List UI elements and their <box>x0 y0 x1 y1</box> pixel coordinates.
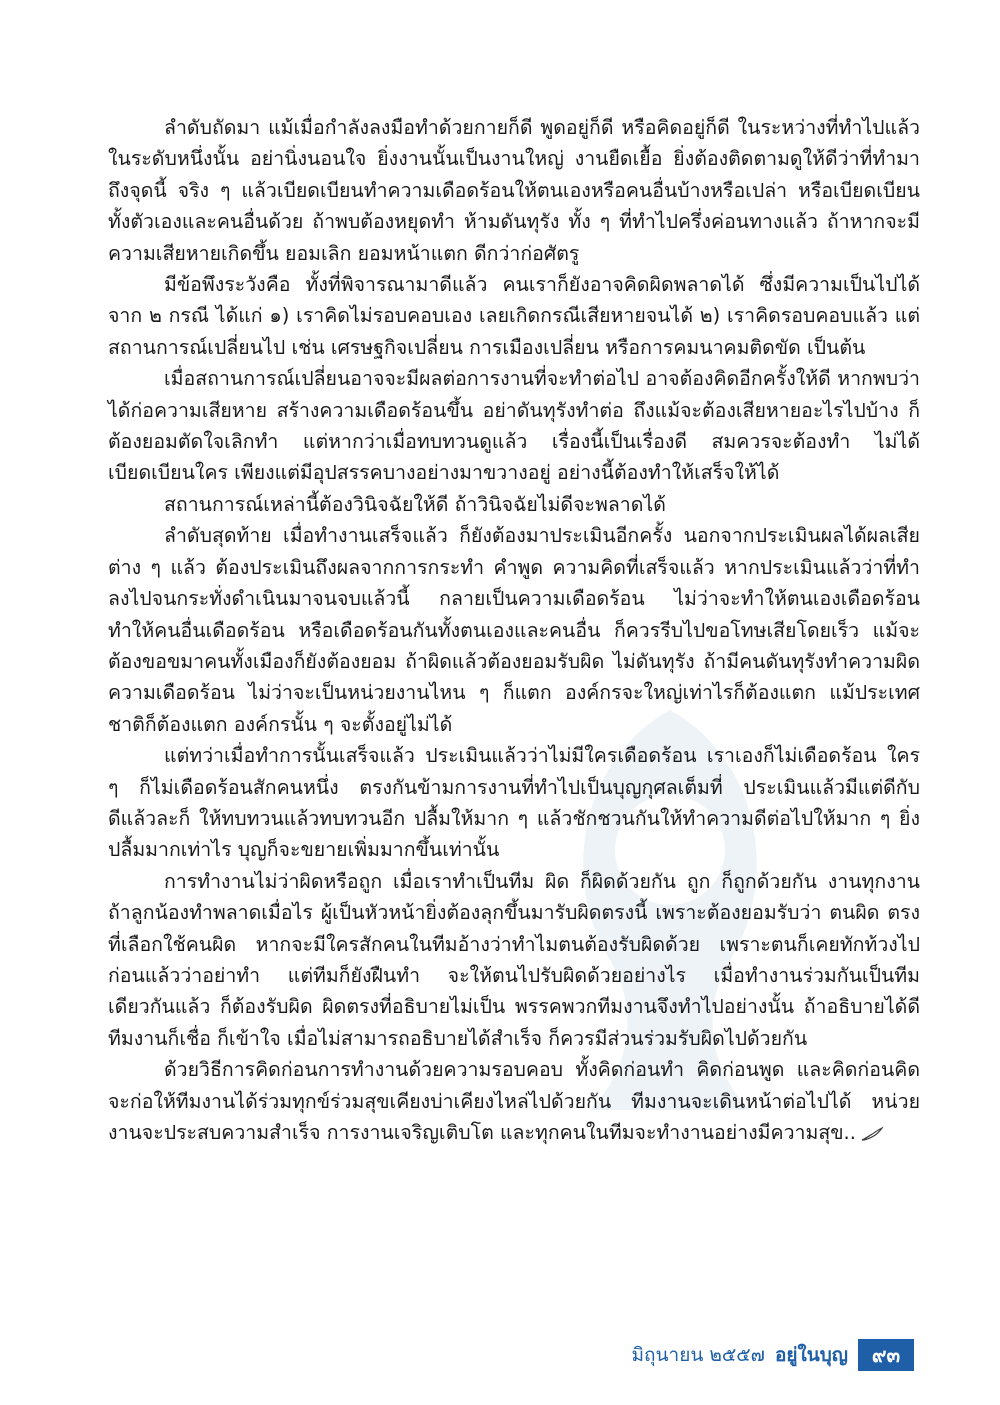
article-body <box>108 112 920 1148</box>
footer-magazine-name: อยู่ในบุญ <box>774 1344 848 1366</box>
paragraph-3: เมื่อสถานการณ์เปลี่ยนอาจจะมีผลต่อการงานที่จะทำต่อไป อาจต้องคิดอีกครั้งให้ดี หากพบว่าได้ก่อความเสียหาย สร้างความเดือดร้อนขึ้น อย่าดันทุรังทำต่อ ถึงแม้จะต้องเสียหายอะไรไปบ้าง ก็ต้องยอมตัดใจเลิกทำ แต่หากว่าเมื่อทบทวนดูแล้ว เรื่องนี้เป็นเรื่องดี สมควรจะต้องทำ ไม่ได้เบียดเบียนใคร เพียงแต่มีอุปสรรคบางอย่างมาขวางอยู่ อย่างนี้ต้องทำให้เสร็จให้ได้ <box>108 367 920 485</box>
paragraph-1: ลำดับถัดมา แม้เมื่อกำลังลงมือทำด้วยกายก็ดี พูดอยู่ก็ดี หรือคิดอยู่ก็ดี ในระหว่างที่ทำไปแล้วในระดับหนึ่งนั้น อย่านิ่งนอนใจ ยิ่งงานนั้นเป็นงานใหญ่ งานยืดเยื้อ ยิ่งต้องติดตามดูให้ดีว่าที่ทำมาถึงจุดนี้ จริง ๆ แล้วเบียดเบียนทำความเดือดร้อนให้ตนเองหรือคนอื่นบ้างหรือเปล่า หรือเบียดเบียนทั้งตัวเองและคนอื่นด้วย ถ้าพบต้องหยุดทำ ห้ามดันทุรัง ทั้ง ๆ ที่ทำไปครึ่งค่อนทางแล้ว ถ้าหากจะมีความเสียหายเกิดขึ้น ยอมเลิก ยอมหน้าแตก ดีกว่าก่อศัตรู <box>108 116 920 265</box>
feather-quill-icon <box>860 1126 884 1142</box>
page-footer <box>632 1338 914 1372</box>
paragraph-4: สถานการณ์เหล่านี้ต้องวินิจฉัยให้ดี ถ้าวินิจฉัยไม่ดีจะพลาดได้ <box>164 492 666 516</box>
paragraph-2: มีข้อพึงระวังคือ ทั้งที่พิจารณามาดีแล้ว คนเราก็ยังอาจคิดผิดพลาดได้ ซึ่งมีความเป็นไปได้จาก ๒ กรณี ได้แก่ ๑) เราคิดไม่รอบคอบเอง เลยเกิดกรณีเสียหายจนได้ ๒) เราคิดรอบคอบแล้ว แต่สถานการณ์เปลี่ยนไป เช่น เศรษฐกิจเปลี่ยน การเมืองเปลี่ยน หรือการคมนาคมติดขัด เป็นต้น <box>108 273 920 359</box>
paragraph-8-text: ด้วยวิธีการคิดก่อนการทำงานด้วยความรอบคอบ ทั้งคิดก่อนทำ คิดก่อนพูด และคิดก่อนคิด จะก่อให้ทีมงานได้ร่วมทุกข์ร่วมสุขเคียงบ่าเคียงไหล่ไปด้วยกัน ทีมงานจะเดินหน้าต่อไปได้ หน่วยงานจะประสบความสำเร็จ การงานเจริญเติบโต และทุกคนในทีมจะทำงานอย่างมีความสุข.. <box>108 1058 920 1144</box>
page-number: ๙๓ <box>858 1339 914 1371</box>
footer-issue-date: มิถุนายน ๒๕๕๗ <box>631 1344 765 1366</box>
paragraph-8 <box>108 1054 920 1148</box>
paragraph-6: แต่ทว่าเมื่อทำการนั้นเสร็จแล้ว ประเมินแล้วว่าไม่มีใครเดือดร้อน เราเองก็ไม่เดือดร้อน ใคร ๆ ก็ไม่เดือดร้อนสักคนหนึ่ง ตรงกันข้ามการงานที่ทำไปเป็นบุญกุศลเต็มที่ ประเมินแล้วมีแต่ดีกับดีแล้วละก็ ให้ทบทวนแล้วทบทวนอีก ปลื้มให้มาก ๆ แล้วชักชวนกันให้ทำความดีต่อไปให้มาก ๆ ยิ่งปลื้มมากเท่าไร บุญก็จะขยายเพิ่มมากขึ้นเท่านั้น <box>108 744 920 862</box>
paragraph-5: ลำดับสุดท้าย เมื่อทำงานเสร็จแล้ว ก็ยังต้องมาประเมินอีกครั้ง นอกจากประเมินผลได้ผลเสียต่าง ๆ แล้ว ต้องประเมินถึงผลจากการกระทำ คำพูด ความคิดที่เสร็จแล้ว หากประเมินแล้วว่าที่ทำลงไปจนกระทั่งดำเนินมาจนจบแล้วนี้ กลายเป็นความเดือดร้อน ไม่ว่าจะทำให้ตนเองเดือดร้อน ทำให้คนอื่นเดือดร้อน หรือเดือดร้อนกันทั้งตนเองและคนอื่น ก็ควรรีบไปขอโทษเสียโดยเร็ว แม้จะต้องขอขมาคนทั้งเมืองก็ยังต้องยอม ถ้าผิดแล้วต้องยอมรับผิด ไม่ดันทุรัง ถ้ามีคนดันทุรังทำความผิด ความเดือดร้อน ไม่ว่าจะเป็นหน่วยงานไหน ๆ ก็แตก องค์กรจะใหญ่เท่าไรก็ต้องแตก แม้ประเทศชาติก็ต้องแตก องค์กรนั้น ๆ จะตั้งอยู่ไม่ได้ <box>108 524 920 736</box>
paragraph-7: การทำงานไม่ว่าผิดหรือถูก เมื่อเราทำเป็นทีม ผิด ก็ผิดด้วยกัน ถูก ก็ถูกด้วยกัน งานทุกงาน ถ้าลูกน้องทำพลาดเมื่อไร ผู้เป็นหัวหน้ายิ่งต้องลุกขึ้นมารับผิดตรงนี้ เพราะต้องยอมรับว่า ตนผิด ตรงที่เลือกใช้คนผิด หากจะมีใครสักคนในทีมอ้างว่าทำไมตนต้องรับผิดด้วย เพราะตนก็เคยทักท้วงไปก่อนแล้วว่าอย่าทำ แต่ทีมก็ยังฝืนทำ จะให้ตนไปรับผิดด้วยอย่างไร เมื่อทำงานร่วมกันเป็นทีมเดียวกันแล้ว ก็ต้องรับผิด ผิดตรงที่อธิบายไม่เป็น พรรคพวกทีมงานจึงทำไปอย่างนั้น ถ้าอธิบายได้ดี ทีมงานก็เชื่อ ก็เข้าใจ เมื่อไม่สามารถอธิบายได้สำเร็จ ก็ควรมีส่วนร่วมรับผิดไปด้วยกัน <box>108 869 920 1050</box>
